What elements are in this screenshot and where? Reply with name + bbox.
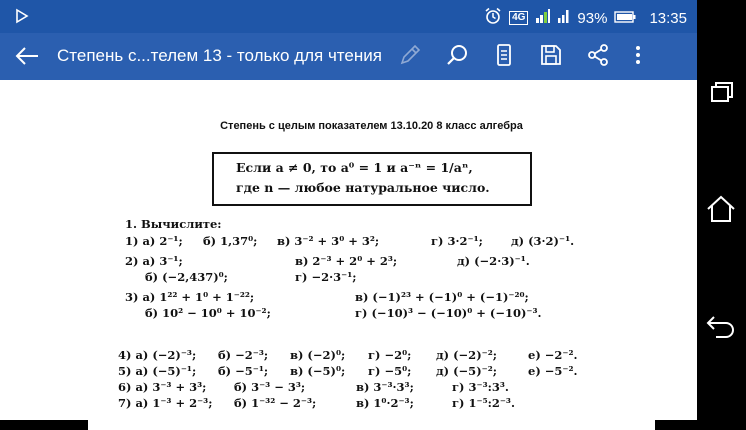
rule-line-2: где n — любое натуральное число. bbox=[236, 180, 490, 195]
back-arrow-icon[interactable] bbox=[14, 44, 40, 73]
alarm-icon bbox=[484, 7, 502, 29]
item: 6) а) 3⁻³ + 3³; bbox=[118, 380, 207, 394]
item: б) −5⁻¹; bbox=[218, 364, 269, 378]
page-heading: Степень с целым показателем 13.10.20 8 класс алгебра bbox=[220, 120, 523, 132]
recent-apps-icon[interactable] bbox=[704, 75, 738, 114]
home-icon[interactable] bbox=[704, 192, 738, 231]
item: в) (−2)⁰; bbox=[290, 348, 346, 362]
status-bar bbox=[0, 0, 697, 33]
more-options-icon[interactable] bbox=[633, 43, 643, 72]
item: 3) а) 1²² + 1⁰ + 1⁻²²; bbox=[125, 290, 255, 304]
item: б) 3⁻³ − 3³; bbox=[234, 380, 306, 394]
clock: 13:35 bbox=[649, 9, 687, 27]
item: б) 10² − 10⁰ + 10⁻²; bbox=[145, 306, 271, 320]
document-title: Степень с...телем 13 - только для чтения bbox=[57, 46, 382, 65]
document-page bbox=[88, 100, 655, 430]
item: б) −2⁻³; bbox=[218, 348, 269, 362]
item: 4) а) (−2)⁻³; bbox=[118, 348, 197, 362]
battery-percent: 93% bbox=[577, 9, 608, 27]
item: е) −5⁻². bbox=[528, 364, 578, 378]
item: б) 1⁻³² − 2⁻³; bbox=[234, 396, 317, 410]
item: 1) а) 2⁻¹; bbox=[125, 234, 183, 248]
signal-icon bbox=[535, 8, 551, 28]
network-type: 4G bbox=[509, 11, 528, 25]
signal-2-icon bbox=[558, 8, 570, 28]
item: е) −2⁻². bbox=[528, 348, 578, 362]
item: б) 1,37⁰; bbox=[203, 234, 258, 248]
item: в) (−1)²³ + (−1)⁰ + (−1)⁻²⁰; bbox=[355, 290, 529, 304]
document-viewport[interactable] bbox=[0, 80, 697, 420]
item: г) (−10)³ − (−10)⁰ + (−10)⁻³. bbox=[355, 306, 542, 320]
item: г) −2⁰; bbox=[368, 348, 412, 362]
item: г) 3·2⁻¹; bbox=[431, 234, 483, 248]
battery-icon bbox=[614, 10, 636, 27]
item: д) (−2)⁻²; bbox=[436, 348, 497, 362]
save-icon[interactable] bbox=[539, 43, 563, 72]
item: в) 1⁰·2⁻³; bbox=[356, 396, 414, 410]
search-icon[interactable] bbox=[445, 43, 469, 72]
item: в) 3⁻³·3³; bbox=[356, 380, 414, 394]
item: д) (−2·3)⁻¹. bbox=[457, 254, 530, 268]
item: 2) а) 3⁻¹; bbox=[125, 254, 183, 268]
item: в) 3⁻² + 3⁰ + 3²; bbox=[277, 234, 380, 248]
item: 7) а) 1⁻³ + 2⁻³; bbox=[118, 396, 213, 410]
share-icon[interactable] bbox=[586, 43, 610, 72]
task-title: 1. Вычислите: bbox=[125, 217, 222, 231]
app-bar bbox=[0, 33, 697, 80]
item: б) (−2,437)⁰; bbox=[145, 270, 228, 284]
item: в) 2⁻³ + 2⁰ + 2³; bbox=[295, 254, 398, 268]
item: д) (3·2)⁻¹. bbox=[511, 234, 575, 248]
item: в) (−5)⁰; bbox=[290, 364, 346, 378]
edit-pencil-icon[interactable] bbox=[398, 43, 422, 72]
item: г) 3⁻³:3³. bbox=[452, 380, 509, 394]
rule-box bbox=[212, 152, 532, 206]
play-store-icon bbox=[14, 8, 30, 29]
item: г) −5⁰; bbox=[368, 364, 412, 378]
item: г) 1⁻⁵:2⁻³. bbox=[452, 396, 515, 410]
item: 5) а) (−5)⁻¹; bbox=[118, 364, 197, 378]
item: г) −2·3⁻¹; bbox=[295, 270, 357, 284]
rule-line-1: Если a ≠ 0, то a⁰ = 1 и a⁻ⁿ = 1/aⁿ, bbox=[236, 160, 473, 175]
navigation-bar bbox=[697, 0, 746, 420]
back-nav-icon[interactable] bbox=[704, 309, 738, 348]
item: д) (−5)⁻²; bbox=[436, 364, 497, 378]
reading-view-icon[interactable] bbox=[492, 43, 516, 72]
